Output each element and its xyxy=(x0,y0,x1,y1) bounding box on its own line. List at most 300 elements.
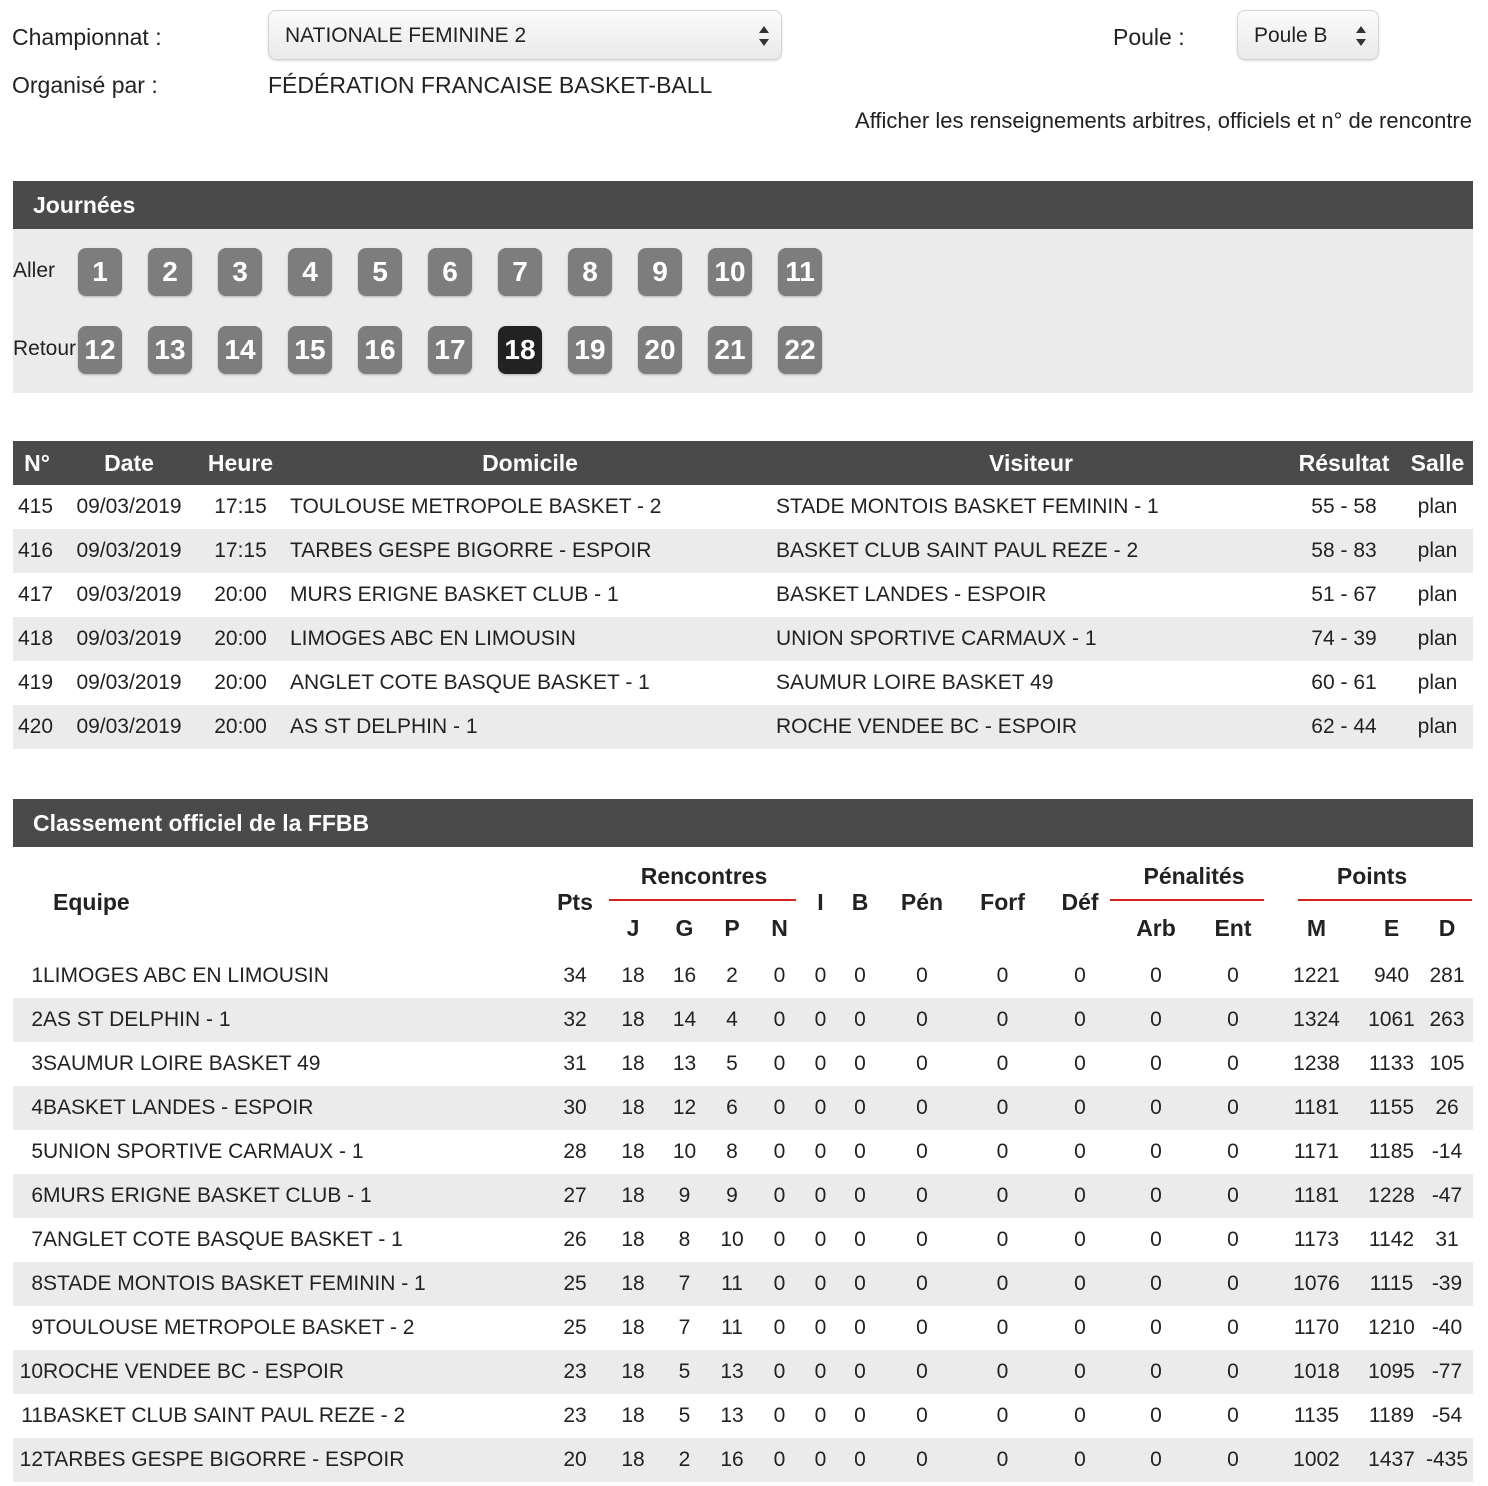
classement-b: 0 xyxy=(838,998,882,1042)
classement-pts: 31 xyxy=(563,1052,587,1075)
classement-d: 105 xyxy=(1429,1052,1465,1075)
classement-forf: 0 xyxy=(962,998,1043,1042)
classement-row xyxy=(13,1086,1473,1130)
journee-button[interactable]: 10 xyxy=(708,248,752,296)
classement-d: 263 xyxy=(1421,998,1473,1042)
classement-n: 0 xyxy=(773,964,786,987)
classement-j: 18 xyxy=(621,1404,645,1427)
classement-g: 13 xyxy=(672,1052,697,1075)
col-i: I xyxy=(817,888,824,915)
match-row xyxy=(13,529,1473,573)
classement-row xyxy=(13,1438,1473,1482)
col-pts: Pts xyxy=(557,888,593,915)
classement-pen: 0 xyxy=(916,964,928,987)
classement-team[interactable]: SAUMUR LOIRE BASKET 49 xyxy=(43,1052,321,1075)
classement-team[interactable]: ANGLET COTE BASQUE BASKET - 1 xyxy=(43,1228,403,1251)
classement-i: 0 xyxy=(803,1350,838,1394)
classement-rank: 11 xyxy=(21,1404,43,1427)
classement-d: -435 xyxy=(1421,1438,1473,1482)
classement-ent: 0 xyxy=(1227,1228,1239,1251)
match-resultat: 58 - 83 xyxy=(1286,529,1402,573)
match-domicile[interactable]: AS ST DELPHIN - 1 xyxy=(284,705,776,749)
poule-label: Poule : xyxy=(1113,24,1185,50)
classement-arb: 0 xyxy=(1150,1052,1162,1075)
classement-d: -47 xyxy=(1421,1174,1473,1218)
classement-e: 1155 xyxy=(1362,1086,1421,1130)
classement-row xyxy=(13,998,1473,1042)
classement-n: 0 xyxy=(773,1228,786,1251)
journee-button[interactable]: 7 xyxy=(498,248,542,296)
organise-value: FÉDÉRATION FRANCAISE BASKET-BALL xyxy=(268,72,713,98)
classement-forf: 0 xyxy=(962,1438,1043,1482)
classement-table xyxy=(13,850,1473,1482)
salle-plan-link[interactable]: plan xyxy=(1402,705,1473,749)
journee-button[interactable]: 18 xyxy=(498,326,542,374)
col-pen: Pén xyxy=(900,888,944,915)
classement-e: 1228 xyxy=(1362,1174,1421,1218)
classement-e: 1061 xyxy=(1362,998,1421,1042)
classement-def: 0 xyxy=(1074,1052,1086,1075)
col-points: Points xyxy=(1336,862,1408,889)
match-domicile[interactable]: LIMOGES ABC EN LIMOUSIN xyxy=(284,617,776,661)
journee-button[interactable]: 2 xyxy=(148,248,192,296)
classement-b: 0 xyxy=(838,1174,882,1218)
classement-rank: 12 xyxy=(13,1438,43,1482)
classement-pen: 0 xyxy=(882,1174,962,1218)
classement-e: 1115 xyxy=(1362,1262,1421,1306)
salle-plan-link[interactable]: plan xyxy=(1417,583,1458,606)
match-heure: 20:00 xyxy=(214,583,267,606)
classement-pts: 23 xyxy=(563,1404,587,1427)
col-j: J xyxy=(626,914,640,941)
classement-e: 1095 xyxy=(1362,1350,1421,1394)
championnat-select[interactable] xyxy=(268,10,782,60)
match-visiteur[interactable]: BASKET LANDES - ESPOIR xyxy=(776,583,1047,606)
classement-team[interactable]: ROCHE VENDEE BC - ESPOIR xyxy=(43,1350,545,1394)
classement-b: 0 xyxy=(838,1086,882,1130)
journee-button[interactable]: 15 xyxy=(288,326,332,374)
classement-row xyxy=(13,954,1473,998)
journee-button[interactable]: 12 xyxy=(78,326,122,374)
classement-p: 6 xyxy=(708,1086,756,1130)
classement-pts: 28 xyxy=(563,1140,587,1163)
classement-row xyxy=(13,1262,1473,1306)
classement-j: 18 xyxy=(621,1140,645,1163)
classement-forf: 0 xyxy=(962,1086,1043,1130)
salle-plan-link[interactable]: plan xyxy=(1402,617,1473,661)
journees-panel xyxy=(13,229,1473,393)
journee-button[interactable]: 8 xyxy=(568,248,612,296)
classement-d: 281 xyxy=(1429,964,1465,987)
classement-j: 18 xyxy=(605,1438,661,1482)
classement-def: 0 xyxy=(1043,998,1117,1042)
classement-n: 0 xyxy=(773,1316,786,1339)
match-row xyxy=(13,617,1473,661)
classement-j: 18 xyxy=(605,1174,661,1218)
classement-rank: 7 xyxy=(31,1228,43,1251)
match-visiteur[interactable]: BASKET CLUB SAINT PAUL REZE - 2 xyxy=(776,529,1286,573)
classement-def: 0 xyxy=(1043,1262,1117,1306)
classement-team[interactable]: STADE MONTOIS BASKET FEMININ - 1 xyxy=(43,1262,545,1306)
classement-rank: 6 xyxy=(13,1174,43,1218)
col-def: Déf xyxy=(1061,888,1099,915)
classement-d: -14 xyxy=(1431,1140,1463,1163)
classement-arb: 0 xyxy=(1117,998,1195,1042)
col-num: N° xyxy=(13,441,61,485)
classement-pts: 26 xyxy=(563,1228,587,1251)
classement-pen: 0 xyxy=(882,1086,962,1130)
classement-n: 0 xyxy=(756,998,803,1042)
select-arrows-icon xyxy=(759,24,769,48)
col-visiteur: Visiteur xyxy=(776,441,1286,485)
col-date: Date xyxy=(61,441,197,485)
journee-button[interactable]: 22 xyxy=(778,326,822,374)
classement-team[interactable]: BASKET LANDES - ESPOIR xyxy=(43,1086,545,1130)
classement-ent: 0 xyxy=(1227,1052,1239,1075)
match-resultat: 74 - 39 xyxy=(1286,617,1402,661)
col-p: P xyxy=(724,914,740,941)
match-resultat: 60 - 61 xyxy=(1311,671,1377,694)
classement-arb: 0 xyxy=(1117,1350,1195,1394)
match-heure: 20:00 xyxy=(197,617,284,661)
classement-b: 0 xyxy=(854,1228,866,1251)
classement-row xyxy=(13,1350,1473,1394)
match-resultat: 51 - 67 xyxy=(1311,583,1377,606)
match-visiteur[interactable]: UNION SPORTIVE CARMAUX - 1 xyxy=(776,617,1286,661)
match-heure: 17:15 xyxy=(197,529,284,573)
col-salle: Salle xyxy=(1402,441,1473,485)
classement-pts: 34 xyxy=(563,964,587,987)
classement-e: 1133 xyxy=(1368,1052,1415,1075)
classement-n: 0 xyxy=(756,1438,803,1482)
col-d: D xyxy=(1438,914,1456,941)
classement-pts: 20 xyxy=(545,1438,605,1482)
classement-g: 16 xyxy=(672,964,697,987)
classement-arb: 0 xyxy=(1117,1262,1195,1306)
classement-rank: 9 xyxy=(31,1316,43,1339)
classement-def: 0 xyxy=(1074,1228,1086,1251)
classement-forf: 0 xyxy=(962,1174,1043,1218)
classement-def: 0 xyxy=(1074,1404,1086,1427)
classement-g: 2 xyxy=(661,1438,708,1482)
classement-i: 0 xyxy=(814,1404,827,1427)
journee-button[interactable]: 17 xyxy=(428,326,472,374)
classement-j: 18 xyxy=(621,1052,645,1075)
classement-d: -40 xyxy=(1431,1316,1463,1339)
classement-team[interactable]: LIMOGES ABC EN LIMOUSIN xyxy=(43,964,329,987)
classement-m: 1076 xyxy=(1271,1262,1362,1306)
classement-ent: 0 xyxy=(1227,964,1239,987)
journee-button[interactable]: 3 xyxy=(218,248,262,296)
journee-button[interactable]: 1 xyxy=(78,248,122,296)
classement-j: 18 xyxy=(621,1316,645,1339)
col-equipe: Equipe xyxy=(53,888,130,915)
classement-pen: 0 xyxy=(916,1316,928,1339)
classement-ent: 0 xyxy=(1195,998,1271,1042)
classement-ent: 0 xyxy=(1227,1404,1239,1427)
classement-i: 0 xyxy=(803,1262,838,1306)
match-resultat: 62 - 44 xyxy=(1286,705,1402,749)
col-forf: Forf xyxy=(980,888,1025,915)
classement-g: 10 xyxy=(672,1140,697,1163)
classement-def: 0 xyxy=(1074,1316,1086,1339)
classement-n: 0 xyxy=(756,1086,803,1130)
classement-pen: 0 xyxy=(916,1404,928,1427)
classement-i: 0 xyxy=(814,1316,827,1339)
match-domicile[interactable]: ANGLET COTE BASQUE BASKET - 1 xyxy=(290,671,650,694)
classement-g: 12 xyxy=(661,1086,708,1130)
classement-forf: 0 xyxy=(996,1404,1009,1427)
classement-team[interactable]: TARBES GESPE BIGORRE - ESPOIR xyxy=(43,1438,545,1482)
championnat-value: NATIONALE FEMININE 2 xyxy=(285,24,527,47)
classement-e: 940 xyxy=(1373,964,1410,987)
match-resultat: 55 - 58 xyxy=(1311,495,1377,518)
classement-arb: 0 xyxy=(1150,1228,1162,1251)
classement-forf: 0 xyxy=(962,1262,1043,1306)
classement-j: 18 xyxy=(605,998,661,1042)
col-domicile: Domicile xyxy=(284,441,776,485)
classement-n: 0 xyxy=(756,1262,803,1306)
classement-m: 1002 xyxy=(1271,1438,1362,1482)
classement-arb: 0 xyxy=(1150,964,1162,987)
salle-plan-link[interactable]: plan xyxy=(1417,671,1458,694)
classement-p: 2 xyxy=(726,964,738,987)
classement-m: 1170 xyxy=(1293,1316,1340,1339)
classement-p: 4 xyxy=(708,998,756,1042)
classement-g: 14 xyxy=(661,998,708,1042)
match-visiteur[interactable]: SAUMUR LOIRE BASKET 49 xyxy=(776,671,1054,694)
classement-row xyxy=(13,1130,1473,1174)
col-b: B xyxy=(851,888,869,915)
classement-g: 5 xyxy=(661,1350,708,1394)
classement-pen: 0 xyxy=(916,1052,928,1075)
classement-def: 0 xyxy=(1074,1140,1086,1163)
match-date: 09/03/2019 xyxy=(76,495,182,518)
classement-e: 1437 xyxy=(1362,1438,1421,1482)
classement-rank: 3 xyxy=(31,1052,43,1075)
classement-team[interactable]: AS ST DELPHIN - 1 xyxy=(43,998,545,1042)
classement-p: 11 xyxy=(708,1262,756,1306)
classement-team[interactable]: UNION SPORTIVE CARMAUX - 1 xyxy=(43,1140,364,1163)
poule-select[interactable] xyxy=(1237,10,1379,60)
journee-button[interactable]: 5 xyxy=(358,248,402,296)
classement-b: 0 xyxy=(854,1052,866,1075)
classement-m: 1324 xyxy=(1271,998,1362,1042)
classement-m: 1238 xyxy=(1293,1052,1340,1075)
matches-table xyxy=(13,441,1473,749)
col-m: M xyxy=(1306,914,1327,941)
classement-j: 18 xyxy=(605,1262,661,1306)
classement-arb: 0 xyxy=(1150,1140,1162,1163)
retour-label: Retour xyxy=(13,337,77,360)
classement-team[interactable]: TOULOUSE METROPOLE BASKET - 2 xyxy=(43,1316,415,1339)
championnat-label: Championnat : xyxy=(12,24,162,50)
classement-forf: 0 xyxy=(996,1316,1009,1339)
classement-ent: 0 xyxy=(1195,1438,1271,1482)
classement-pen: 0 xyxy=(916,1140,928,1163)
classement-forf: 0 xyxy=(996,964,1009,987)
classement-pts: 32 xyxy=(545,998,605,1042)
match-num: 419 xyxy=(18,671,54,694)
classement-p: 5 xyxy=(726,1052,738,1075)
classement-pts: 25 xyxy=(563,1316,587,1339)
matches-header-row xyxy=(13,441,1473,485)
classement-ent: 0 xyxy=(1195,1174,1271,1218)
classement-arb: 0 xyxy=(1117,1174,1195,1218)
classement-pts: 23 xyxy=(545,1350,605,1394)
journee-button[interactable]: 14 xyxy=(218,326,262,374)
classement-i: 0 xyxy=(803,998,838,1042)
classement-rank: 10 xyxy=(13,1350,43,1394)
select-arrows-icon xyxy=(1356,24,1366,48)
classement-m: 1181 xyxy=(1271,1174,1362,1218)
classement-forf: 0 xyxy=(962,1350,1043,1394)
classement-team[interactable]: MURS ERIGNE BASKET CLUB - 1 xyxy=(43,1174,545,1218)
classement-pen: 0 xyxy=(882,1262,962,1306)
classement-i: 0 xyxy=(814,1052,827,1075)
classement-e: 1185 xyxy=(1368,1140,1415,1163)
journee-button[interactable]: 19 xyxy=(568,326,612,374)
match-visiteur[interactable]: ROCHE VENDEE BC - ESPOIR xyxy=(776,705,1286,749)
classement-n: 0 xyxy=(756,1174,803,1218)
classement-n: 0 xyxy=(773,1140,786,1163)
classement-b: 0 xyxy=(838,1262,882,1306)
classement-row xyxy=(13,1306,1473,1350)
classement-ent: 0 xyxy=(1195,1086,1271,1130)
classement-pen: 0 xyxy=(882,998,962,1042)
classement-p: 13 xyxy=(720,1404,744,1427)
classement-def: 0 xyxy=(1043,1086,1117,1130)
classement-g: 9 xyxy=(661,1174,708,1218)
classement-def: 0 xyxy=(1043,1438,1117,1482)
match-row xyxy=(13,661,1473,705)
toggle-details-link[interactable]: Afficher les renseignements arbitres, officiels et n° de rencontre xyxy=(855,108,1472,133)
classement-forf: 0 xyxy=(996,1228,1009,1251)
classement-e: 1210 xyxy=(1368,1316,1415,1339)
classement-j: 18 xyxy=(621,1228,645,1251)
journee-button[interactable]: 21 xyxy=(708,326,752,374)
salle-plan-link[interactable]: plan xyxy=(1417,495,1458,518)
col-rencontres: Rencontres xyxy=(640,862,768,889)
journee-button[interactable]: 4 xyxy=(288,248,332,296)
match-num: 417 xyxy=(18,583,54,606)
classement-i: 0 xyxy=(814,1140,827,1163)
classement-rank: 5 xyxy=(31,1140,43,1163)
journee-button[interactable]: 20 xyxy=(638,326,682,374)
classement-pts: 30 xyxy=(545,1086,605,1130)
classement-p: 9 xyxy=(708,1174,756,1218)
col-penalites: Pénalités xyxy=(1143,862,1245,889)
classement-rank: 8 xyxy=(13,1262,43,1306)
classement-row xyxy=(13,1174,1473,1218)
match-domicile[interactable]: MURS ERIGNE BASKET CLUB - 1 xyxy=(290,583,619,606)
classement-i: 0 xyxy=(803,1438,838,1482)
col-arb: Arb xyxy=(1136,914,1176,941)
match-row xyxy=(13,573,1473,617)
classement-j: 18 xyxy=(605,1086,661,1130)
classement-e: 1189 xyxy=(1368,1404,1415,1427)
classement-p: 16 xyxy=(708,1438,756,1482)
classement-ent: 0 xyxy=(1195,1350,1271,1394)
classement-n: 0 xyxy=(773,1052,786,1075)
classement-g: 7 xyxy=(678,1316,691,1339)
classement-j: 18 xyxy=(605,1350,661,1394)
journee-button[interactable]: 11 xyxy=(778,248,822,296)
aller-label: Aller xyxy=(13,259,56,282)
match-date: 09/03/2019 xyxy=(76,583,182,606)
classement-row xyxy=(13,1042,1473,1086)
classement-arb: 0 xyxy=(1150,1404,1162,1427)
classement-forf: 0 xyxy=(996,1140,1009,1163)
classement-arb: 0 xyxy=(1117,1438,1195,1482)
classement-i: 0 xyxy=(814,1228,827,1251)
match-date: 09/03/2019 xyxy=(61,705,197,749)
match-row xyxy=(13,705,1473,749)
classement-pts: 27 xyxy=(545,1174,605,1218)
classement-b: 0 xyxy=(854,1316,866,1339)
match-domicile[interactable]: TARBES GESPE BIGORRE - ESPOIR xyxy=(284,529,776,573)
classement-pen: 0 xyxy=(916,1228,928,1251)
classement-g: 5 xyxy=(678,1404,691,1427)
journee-button[interactable]: 16 xyxy=(358,326,402,374)
col-heure: Heure xyxy=(197,441,284,485)
journee-button[interactable]: 13 xyxy=(148,326,192,374)
classement-d: -54 xyxy=(1431,1404,1463,1427)
col-resultat: Résultat xyxy=(1286,441,1402,485)
classement-forf: 0 xyxy=(996,1052,1009,1075)
classement-m: 1135 xyxy=(1293,1404,1340,1427)
classement-m: 1018 xyxy=(1271,1350,1362,1394)
classement-ent: 0 xyxy=(1227,1316,1239,1339)
classement-b: 0 xyxy=(854,1404,866,1427)
classement-header: Classement officiel de la FFBB xyxy=(13,799,1473,847)
classement-def: 0 xyxy=(1043,1350,1117,1394)
classement-rank: 4 xyxy=(13,1086,43,1130)
organise-label: Organisé par : xyxy=(12,72,158,98)
match-domicile[interactable]: TOULOUSE METROPOLE BASKET - 2 xyxy=(290,495,662,518)
match-visiteur[interactable]: STADE MONTOIS BASKET FEMININ - 1 xyxy=(776,495,1159,518)
classement-m: 1173 xyxy=(1293,1228,1340,1251)
salle-plan-link[interactable]: plan xyxy=(1402,529,1473,573)
match-heure: 20:00 xyxy=(197,705,284,749)
classement-rank: 2 xyxy=(13,998,43,1042)
classement-row xyxy=(13,1218,1473,1262)
match-row xyxy=(13,485,1473,529)
classement-pts: 25 xyxy=(545,1262,605,1306)
classement-rank: 1 xyxy=(31,964,43,987)
classement-p: 10 xyxy=(720,1228,744,1251)
classement-m: 1221 xyxy=(1293,964,1340,987)
journees-header: Journées xyxy=(13,181,1473,229)
classement-d: -39 xyxy=(1421,1262,1473,1306)
classement-i: 0 xyxy=(803,1174,838,1218)
classement-ent: 0 xyxy=(1227,1140,1239,1163)
classement-n: 0 xyxy=(756,1350,803,1394)
classement-arb: 0 xyxy=(1117,1086,1195,1130)
match-num: 420 xyxy=(13,705,61,749)
classement-team[interactable]: BASKET CLUB SAINT PAUL REZE - 2 xyxy=(43,1404,406,1427)
classement-d: 31 xyxy=(1435,1228,1459,1251)
journee-button[interactable]: 6 xyxy=(428,248,472,296)
classement-m: 1181 xyxy=(1271,1086,1362,1130)
classement-def: 0 xyxy=(1074,964,1086,987)
classement-g: 7 xyxy=(661,1262,708,1306)
classement-i: 0 xyxy=(803,1086,838,1130)
journee-button[interactable]: 9 xyxy=(638,248,682,296)
col-n: N xyxy=(771,914,788,941)
classement-p: 13 xyxy=(708,1350,756,1394)
classement-b: 0 xyxy=(838,1350,882,1394)
